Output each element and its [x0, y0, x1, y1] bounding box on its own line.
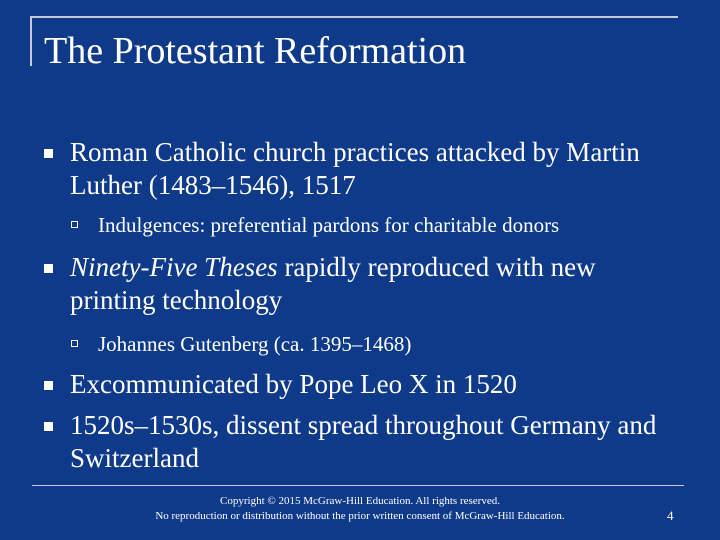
copyright-line-1: Copyright © 2015 McGraw-Hill Education. All rights reserved. — [220, 495, 500, 507]
slide-title: The Protestant Reformation — [44, 30, 467, 72]
bullet-text — [70, 251, 670, 317]
bullet-text: 1520s–1530s, dissent spread throughout Germany and Switzerland — [70, 410, 657, 473]
bullet-italic-title: Ninety-Five Theses — [70, 252, 278, 282]
square-bullet-icon — [44, 381, 53, 390]
square-bullet-icon — [44, 149, 53, 158]
sub-bullet-text: Indulgences: preferential pardons for charitable donors — [98, 213, 560, 237]
hollow-square-bullet-icon — [71, 340, 78, 347]
title-frame-top-line — [30, 16, 678, 18]
title-frame-left-line — [30, 16, 32, 66]
bullet-text: Roman Catholic church practices attacked by Martin Luther (1483–1546), 1517 — [70, 137, 640, 200]
copyright-line-2: No reproduction or distribution without the prior written consent of McGraw-Hill Education. — [155, 510, 565, 522]
footer-divider — [32, 485, 684, 486]
copyright-footer — [100, 494, 620, 524]
square-bullet-icon — [44, 264, 53, 273]
sub-bullet-text: Johannes Gutenberg (ca. 1395–1468) — [98, 332, 412, 356]
bullet-text-rest: rapidly reproduced with new printing technology — [70, 252, 596, 315]
square-bullet-icon — [44, 422, 53, 431]
hollow-square-bullet-icon — [71, 221, 78, 228]
page-number: 4 — [667, 508, 674, 523]
bullet-text: Excommunicated by Pope Leo X in 1520 — [70, 369, 517, 399]
